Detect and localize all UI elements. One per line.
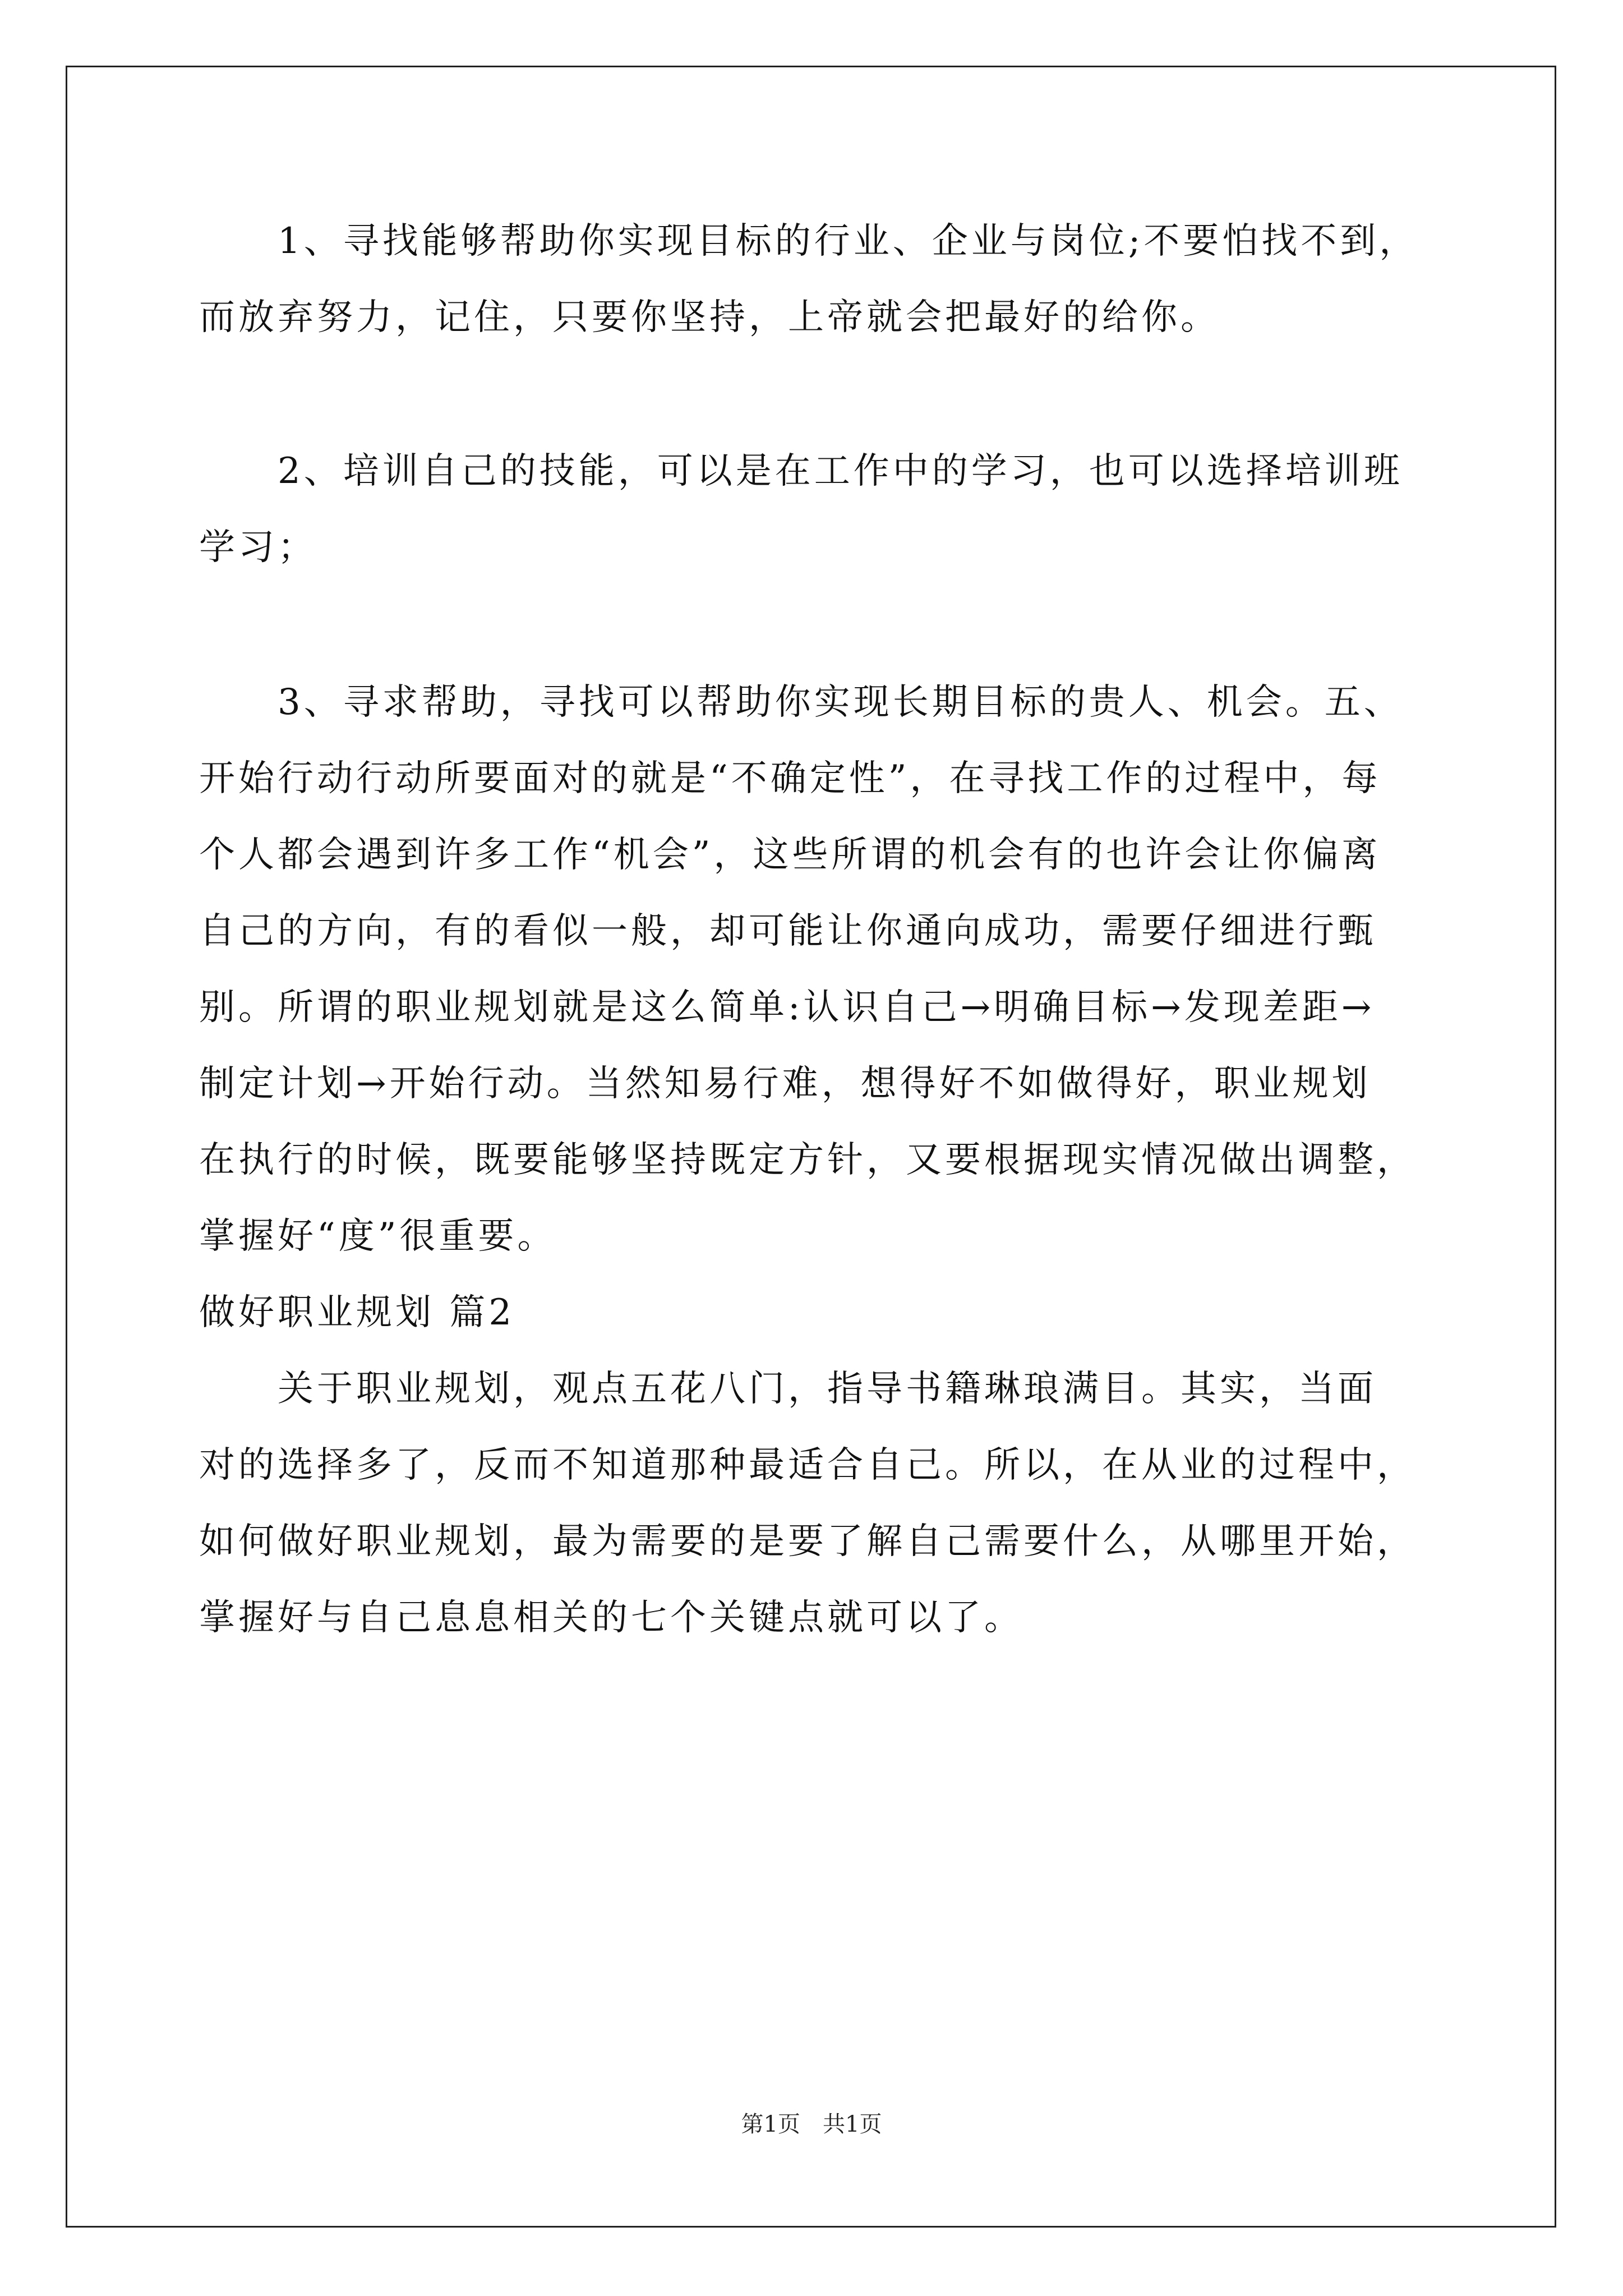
paragraph-line: 1、寻找能够帮助你实现目标的行业、企业与岗位;不要怕找不到，: [199, 220, 1419, 262]
paragraph-line: 在执行的时候，既要能够坚持既定方针，又要根据现实情况做出调整，: [199, 1139, 1416, 1181]
paragraph-line: 对的选择多了，反而不知道那种最适合自己。所以，在从业的过程中，: [199, 1444, 1416, 1486]
page-footer: 第1页 共1页: [741, 2111, 882, 2137]
paragraph-line: 制定计划→开始行动。当然知易行难，想得好不如做得好，职业规划: [199, 1063, 1371, 1105]
paragraph-line: 如何做好职业规划，最为需要的是要了解自己需要什么，从哪里开始，: [199, 1521, 1416, 1562]
paragraph-line: 关于职业规划，观点五花八门，指导书籍琳琅满目。其实，当面: [199, 1368, 1377, 1410]
paragraph-line: 掌握好与自己息息相关的七个关键点就可以了。: [199, 1597, 1023, 1639]
paragraph-line: 掌握好“度”很重要。: [199, 1216, 557, 1257]
paragraph-line: 2、培训自己的技能，可以是在工作中的学习，也可以选择培训班: [199, 450, 1403, 492]
section-heading: 做好职业规划 篇2: [199, 1292, 515, 1333]
paragraph-line: 而放弃努力，记住，只要你坚持，上帝就会把最好的给你。: [199, 297, 1220, 338]
paragraph-line: 个人都会遇到许多工作“机会”，这些所谓的机会有的也许会让你偏离: [199, 834, 1381, 876]
paragraph-line: 自己的方向，有的看似一般，却可能让你通向成功，需要仔细进行甄: [199, 910, 1377, 952]
paragraph-line: 开始行动行动所要面对的就是“不确定性”，在寻找工作的过程中，每: [199, 758, 1381, 799]
paragraph-line: 3、寻求帮助，寻找可以帮助你实现长期目标的贵人、机会。五、: [199, 682, 1403, 723]
paragraph-line: 学习；: [199, 527, 317, 568]
paragraph-line: 别。所谓的职业规划就是这么简单:认识自己→明确目标→发现差距→: [199, 987, 1375, 1028]
